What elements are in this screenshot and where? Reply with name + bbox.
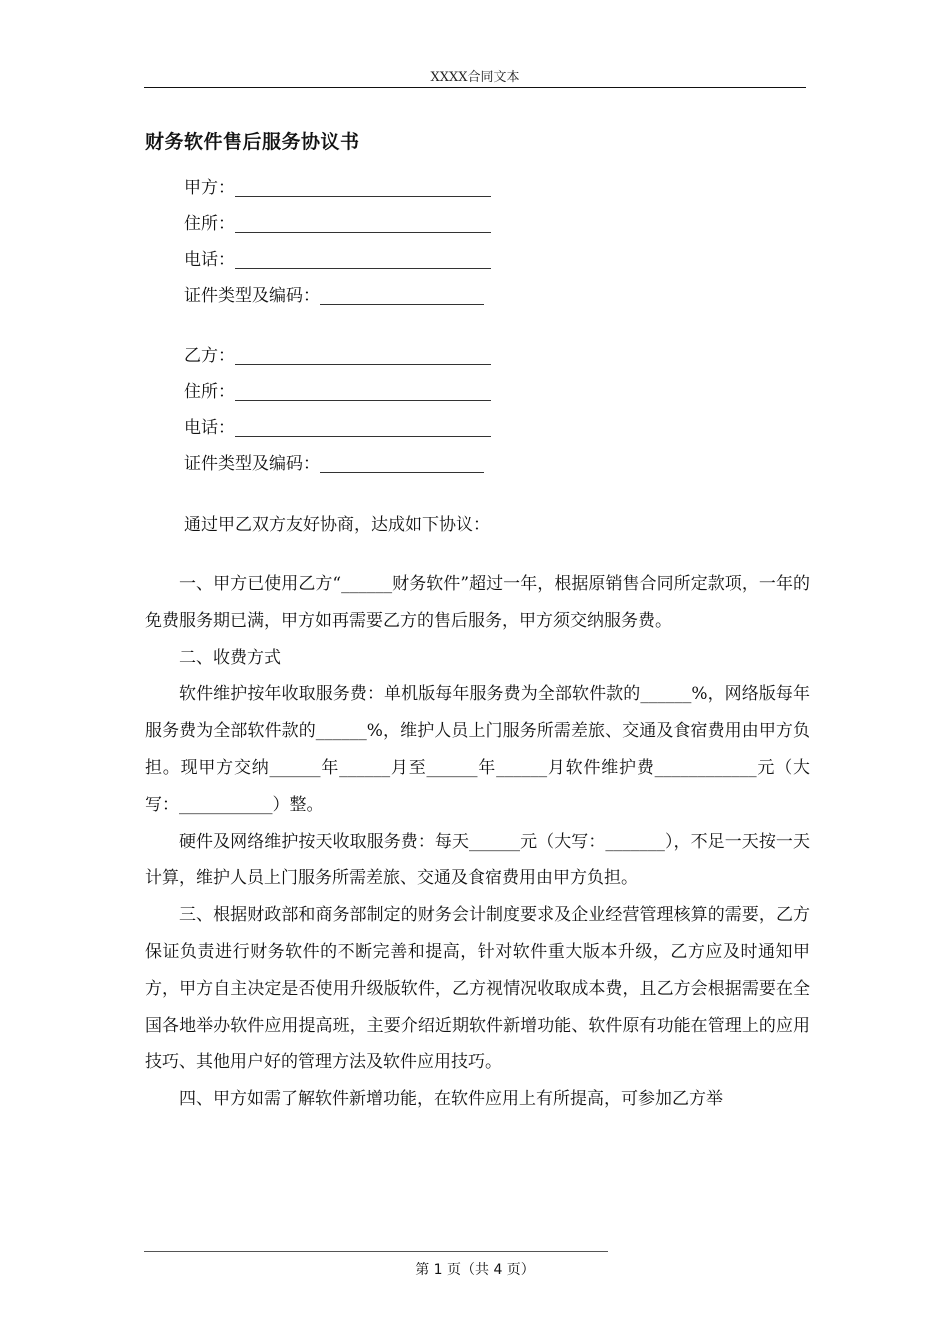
footer-divider [144,1251,608,1252]
header-divider [144,87,806,88]
party-a-phone-row [184,242,491,278]
party-a-phone-blank[interactable] [235,246,491,269]
party-b-phone-label: 电话： [184,418,235,438]
clause-2-software-fee: 软件维护按年收取服务费：单机版每年服务费为全部软件款的______%，网络版每年服务费为全部软件款的______%，维护人员上门服务所需差旅、交通及食宿费用由甲方负担。现甲方交纳______年______月至______年______月软件维护费____________元（大写：___________）整。 [145,684,810,815]
party-a-address-label: 住所： [184,214,235,234]
party-b-name-row [184,338,491,374]
party-b-address-blank[interactable] [235,378,491,401]
party-b-name-blank[interactable] [235,342,491,365]
party-b-address-label: 住所： [184,382,235,402]
party-a-name-blank[interactable] [235,174,491,197]
party-a-address-row [184,206,491,242]
page-number: 第 1 页（共 4 页） [415,1262,535,1278]
intro-text: 通过甲乙双方友好协商，达成如下协议： [184,515,490,535]
clause-1: 一、甲方已使用乙方“______财务软件”超过一年，根据原销售合同所定款项，一年的免费服务期已满，甲方如再需要乙方的售后服务，甲方须交纳服务费。 [145,574,810,631]
party-a-name-row [184,170,491,206]
party-a-address-blank[interactable] [235,210,491,233]
party-a-id-label: 证件类型及编码： [184,286,320,306]
document-title: 财务软件售后服务协议书 [145,131,360,153]
clause-4: 四、甲方如需了解软件新增功能，在软件应用上有所提高，可参加乙方举 [179,1089,723,1110]
party-b-name-label: 乙方： [184,346,235,366]
party-b-id-label: 证件类型及编码： [184,454,320,474]
party-a-block [184,170,491,314]
agreement-body [145,566,810,1118]
party-b-block [184,338,491,482]
party-b-phone-row [184,410,491,446]
party-a-id-blank[interactable] [320,282,484,305]
party-a-phone-label: 电话： [184,250,235,270]
party-b-id-blank[interactable] [320,450,484,473]
clause-2-hardware-fee: 硬件及网络维护按天收取服务费：每天______元（大写：_______），不足一天按一天计算，维护人员上门服务所需差旅、交通及食宿费用由甲方负担。 [145,831,810,889]
clause-2-heading: 二、收费方式 [179,647,281,668]
clause-3: 三、根据财政部和商务部制定的财务会计制度要求及企业经营管理核算的需要，乙方保证负责进行财务软件的不断完善和提高，针对软件重大版本升级，乙方应及时通知甲方，甲方自主决定是否使用升级版软件，乙方视情况收取成本费，且乙方会根据需要在全国各地举办软件应用提高班，主要介绍近期软件新增功能、软件原有功能在管理上的应用技巧、其他用户好的管理方法及软件应用技巧。 [145,905,810,1073]
party-b-address-row [184,374,491,410]
party-b-id-row [184,446,491,482]
page-header: XXXX合同文本 [430,70,520,85]
party-b-phone-blank[interactable] [235,414,491,437]
party-a-name-label: 甲方： [184,178,235,198]
party-a-id-row [184,278,491,314]
